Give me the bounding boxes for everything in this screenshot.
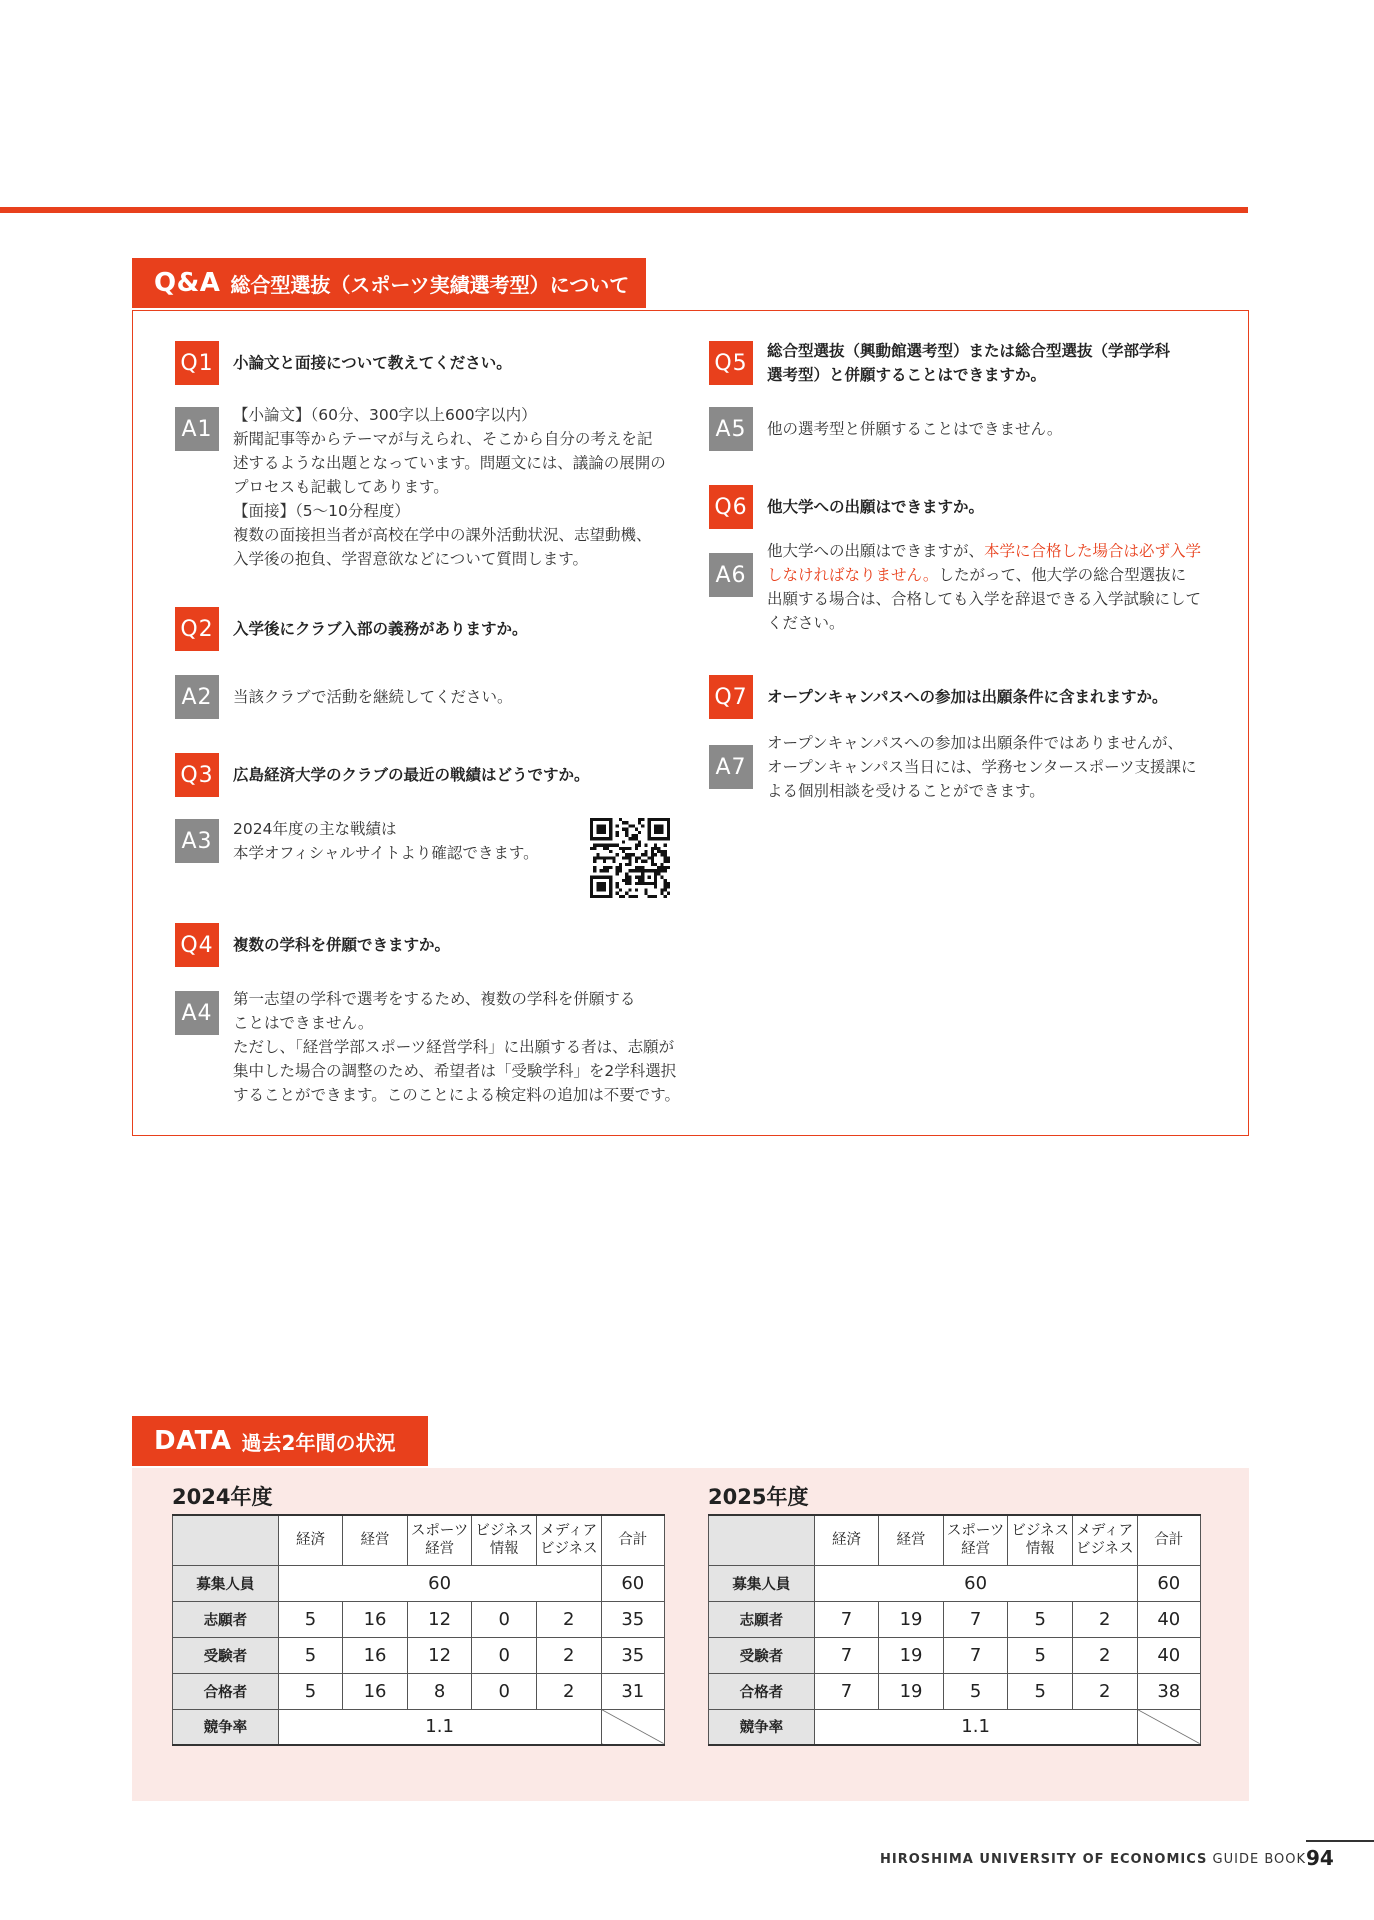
table-cell: 5 [1008,1637,1073,1673]
table-cell: 16 [343,1637,408,1673]
year-title-2025: 2025年度 [708,1485,809,1509]
stats-table-2025 [708,1514,1201,1746]
row-label: 募集人員 [709,1565,815,1601]
row-label: 志願者 [709,1601,815,1637]
table-cell: 7 [943,1601,1008,1637]
table-cell: 5 [1008,1673,1073,1709]
table-cell: 60 [1137,1565,1200,1601]
a6-text-after: したがって、他大学の総合型選抜に 出願する場合は、合格しても入学を辞退できる入学試験にして ください。 [767,566,1202,632]
table-row [709,1709,1201,1745]
column-header: 合計 [1137,1515,1200,1565]
data-title-text: 過去2年間の状況 [241,1430,396,1455]
row-label: 合格者 [709,1673,815,1709]
q2-text: 入学後にクラブ入部の義務がありますか。 [233,620,528,638]
qa-title-text: 総合型選抜（スポーツ実績選考型）について [230,272,630,297]
column-header: スポーツ 経営 [943,1515,1008,1565]
q4-badge: Q4 [175,923,219,967]
column-header: 経営 [343,1515,408,1565]
qr-code[interactable] [590,818,670,898]
table-cell: 7 [814,1637,879,1673]
table-cell: 0 [472,1637,537,1673]
table-cell: 7 [814,1601,879,1637]
table-cell: 12 [407,1601,472,1637]
a6-text [767,539,1237,635]
a5-text: 他の選考型と併願することはできません。 [767,420,1063,438]
table-row [173,1709,665,1745]
table-row [709,1673,1201,1709]
table-cell: 35 [601,1601,664,1637]
table-cell: 5 [278,1637,343,1673]
table-cell: 0 [472,1673,537,1709]
a1-badge: A1 [175,407,219,451]
table-cell: 2 [1072,1637,1137,1673]
table-cell: 35 [601,1637,664,1673]
a7-text: オープンキャンパスへの参加は出願条件ではありませんが、 オープンキャンパス当日には、学務センタースポーツ支援課に よる個別相談を受けることができます。 [767,734,1197,800]
table-cell: 5 [278,1601,343,1637]
q6-text: 他大学への出願はできますか。 [767,498,985,516]
table-row [709,1637,1201,1673]
q2-badge: Q2 [175,607,219,651]
a3-text: 2024年度の主な戦績は 本学オフィシャルサイトより確認できます。 [233,820,539,862]
column-header: 合計 [601,1515,664,1565]
year-title-2024: 2024年度 [172,1485,273,1509]
q5-text: 総合型選抜（興動館選考型）または総合型選抜（学部学科 選考型）と併願することはできますか。 [767,342,1171,384]
table-cell: 38 [1137,1673,1200,1709]
table-cell: 19 [879,1637,944,1673]
column-header: スポーツ 経営 [407,1515,472,1565]
table-cell: 1.1 [278,1709,601,1745]
a1-text: 【小論文】（60分、300字以上600字以内） 新聞記事等からテーマが与えられ、そこから自分の考えを記 述するような出題となっています。問題文には、議論の展開の プロセスも記載してあります。 【面接】（5〜10分程度） 複数の面接担当者が高校在学中の課外活動状況、志望動機、 入学後の抱負、学習意欲などについて質問します。 [233,406,666,568]
table-cell: 2 [536,1637,601,1673]
row-label: 競争率 [709,1709,815,1745]
table-cell: 5 [1008,1601,1073,1637]
table-row [173,1601,665,1637]
a6-text-before: 他大学への出願はできますが、 [767,542,985,560]
table-cell: 19 [879,1673,944,1709]
footer-suffix: GUIDE BOOK [1212,1852,1307,1867]
table-cell: 16 [343,1673,408,1709]
q7-badge: Q7 [709,675,753,719]
column-header: 経済 [278,1515,343,1565]
table-cell: 12 [407,1637,472,1673]
q6-badge: Q6 [709,485,753,529]
a2-badge: A2 [175,675,219,719]
table-cell: 40 [1137,1601,1200,1637]
a6-badge: A6 [709,553,753,597]
q3-text: 広島経済大学のクラブの最近の戦績はどうですか。 [233,766,590,784]
table-cell: 40 [1137,1637,1200,1673]
a6-text-highlight: 本学に合格した場合は必ず入学 しなければなりません。 [767,542,1202,584]
table-cell: 60 [601,1565,664,1601]
table-cell: 60 [278,1565,601,1601]
footer-brand: HIROSHIMA UNIVERSITY OF ECONOMICS [880,1852,1208,1867]
column-header: メディア ビジネス [536,1515,601,1565]
row-label: 受験者 [173,1637,279,1673]
table-cell: 2 [1072,1673,1137,1709]
table-row [709,1601,1201,1637]
table-cell: 2 [536,1601,601,1637]
diagonal-cell [601,1709,664,1745]
q5-badge: Q5 [709,341,753,385]
data-section-title [132,1416,428,1466]
row-label: 競争率 [173,1709,279,1745]
table-cell: 0 [472,1601,537,1637]
a5-badge: A5 [709,407,753,451]
q3-badge: Q3 [175,753,219,797]
column-header: メディア ビジネス [1072,1515,1137,1565]
q1-text: 小論文と面接について教えてください。 [233,354,512,372]
table-corner [709,1515,815,1565]
a4-text: 第一志望の学科で選考をするため、複数の学科を併願する ことはできません。 ただし、「経営学部スポーツ経営学科」に出願する者は、志願が 集中した場合の調整のため、希望者は「受験学科」を2学科選択 することができます。このことによる検定料の追加は不要です。 [233,990,681,1104]
row-label: 受験者 [709,1637,815,1673]
table-row [709,1565,1201,1601]
a7-badge: A7 [709,745,753,789]
a2-text: 当該クラブで活動を継続してください。 [233,688,513,706]
table-cell: 8 [407,1673,472,1709]
table-cell: 31 [601,1673,664,1709]
footer-rule [1306,1840,1374,1842]
q4-text: 複数の学科を併願できますか。 [233,936,451,954]
column-header: ビジネス 情報 [472,1515,537,1565]
a4-badge: A4 [175,991,219,1035]
table-cell: 5 [278,1673,343,1709]
table-cell: 60 [814,1565,1137,1601]
table-cell: 19 [879,1601,944,1637]
column-header: 経済 [814,1515,879,1565]
table-cell: 7 [814,1673,879,1709]
table-cell: 2 [536,1673,601,1709]
table-row [173,1565,665,1601]
table-row [173,1637,665,1673]
table-corner [173,1515,279,1565]
table-cell: 7 [943,1637,1008,1673]
top-rule [0,207,1248,213]
qa-title-lead: Q&A [154,268,221,298]
diagonal-cell [1137,1709,1200,1745]
qa-box [132,310,1249,1136]
qa-section-title [132,258,646,308]
row-label: 募集人員 [173,1565,279,1601]
footer-text [880,1852,1306,1867]
table-cell: 16 [343,1601,408,1637]
table-cell: 1.1 [814,1709,1137,1745]
table-cell: 2 [1072,1601,1137,1637]
row-label: 志願者 [173,1601,279,1637]
q7-text: オープンキャンパスへの参加は出願条件に含まれますか。 [767,688,1168,706]
data-title-lead: DATA [154,1426,232,1456]
stats-table-2024 [172,1514,665,1746]
q1-badge: Q1 [175,341,219,385]
row-label: 合格者 [173,1673,279,1709]
column-header: ビジネス 情報 [1008,1515,1073,1565]
table-cell: 5 [943,1673,1008,1709]
page-number: 94 [1306,1846,1334,1870]
a3-badge: A3 [175,819,219,863]
table-row [173,1673,665,1709]
column-header: 経営 [879,1515,944,1565]
